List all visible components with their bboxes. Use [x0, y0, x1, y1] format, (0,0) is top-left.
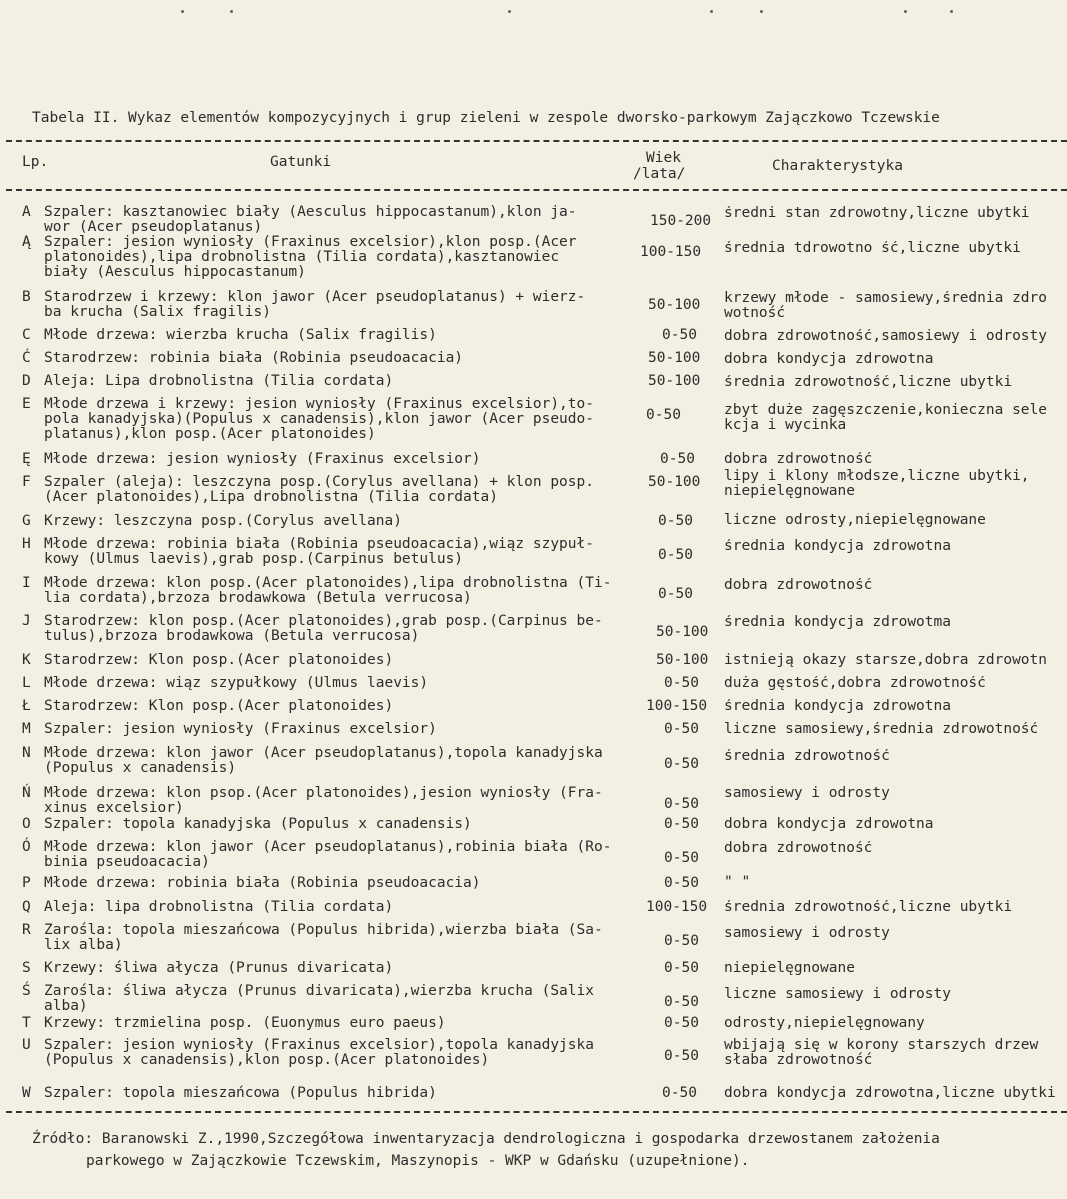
- row-gatunki: Młode drzewa: robinia biała (Robinia pseudoacacia),wiąz szypuł- kowy (Ulmus laevis),grab posp.(Carpinus betulus): [44, 536, 594, 567]
- row-charakterystyka: średnia kondycja zdrowotna: [724, 699, 951, 714]
- row-charakterystyka: duża gęstość,dobra zdrowotność: [724, 676, 986, 691]
- row-charakterystyka: odrosty,niepielęgnowany: [724, 1016, 925, 1031]
- row-gatunki: Młode drzewa: klon psop.(Acer platonoides),jesion wyniosły (Fra- xinus excelsior): [44, 785, 603, 816]
- table-title: Tabela II. Wykaz elementów kompozycyjnych i grup zieleni w zespole dworsko-parkowym Zajączkowo Tczewskie: [32, 110, 940, 126]
- header-gatunki: Gatunki: [270, 154, 332, 170]
- row-lp: Ć: [22, 350, 31, 366]
- scan-mark: [760, 10, 763, 13]
- row-gatunki: Młode drzewa: wiąz szypułkowy (Ulmus laevis): [44, 675, 429, 691]
- row-gatunki: Starodrzew: Klon posp.(Acer platonoides): [44, 652, 394, 668]
- row-gatunki: Szpaler: kasztanowiec biały (Aesculus hippocastanum),klon ja- wor (Acer pseudoplatanus): [44, 204, 577, 235]
- row-wiek: 0-50: [660, 451, 695, 467]
- row-charakterystyka: liczne odrosty,niepielęgnowane: [724, 513, 986, 528]
- row-gatunki: Szpaler: jesion wyniosły (Fraxinus excelsior),topola kanadyjska (Populus x canadensis),klon posp.(Acer platonoides): [44, 1037, 594, 1068]
- row-lp: U: [22, 1037, 31, 1053]
- row-wiek: 0-50: [664, 933, 699, 949]
- row-wiek: 0-50: [664, 675, 699, 691]
- scan-mark: [230, 10, 233, 13]
- row-wiek: 50-100: [648, 297, 701, 313]
- row-wiek: 0-50: [662, 1085, 697, 1101]
- row-wiek: 100-150: [640, 244, 702, 260]
- row-gatunki: Szpaler: topola mieszańcowa (Populus hibrida): [44, 1085, 437, 1101]
- divider-top: [6, 140, 1067, 142]
- row-gatunki: Krzewy: leszczyna posp.(Corylus avellana): [44, 513, 402, 529]
- row-wiek: 100-150: [646, 899, 708, 915]
- row-lp: B: [22, 289, 31, 305]
- row-charakterystyka: średnia zdrowotność,liczne ubytki: [724, 375, 1013, 390]
- row-lp: F: [22, 474, 31, 490]
- row-charakterystyka: " ": [724, 875, 751, 890]
- row-gatunki: Młode drzewa: robinia biała (Robinia pseudoacacia): [44, 875, 481, 891]
- row-lp: Ę: [22, 451, 31, 467]
- row-wiek: 0-50: [658, 547, 693, 563]
- row-gatunki: Młode drzewa: wierzba krucha (Salix fragilis): [44, 327, 437, 343]
- row-gatunki: Młode drzewa: klon jawor (Acer pseudoplatanus),robinia biała (Ro- binia pseudoacacia): [44, 839, 612, 870]
- row-lp: Ą: [22, 234, 31, 250]
- row-charakterystyka: dobra zdrowotność: [724, 841, 873, 856]
- row-lp: Ó: [22, 839, 31, 855]
- row-gatunki: Aleja: Lipa drobnolistna (Tilia cordata): [44, 373, 394, 389]
- row-charakterystyka: liczne samosiewy i odrosty: [724, 987, 951, 1002]
- row-charakterystyka: zbyt duże zagęszczenie,konieczna sele kcja i wycinka: [724, 403, 1048, 433]
- row-charakterystyka: średnia tdrowotno ść,liczne ubytki: [724, 241, 1021, 256]
- row-lp: I: [22, 575, 31, 591]
- row-gatunki: Aleja: lipa drobnolistna (Tilia cordata): [44, 899, 394, 915]
- row-wiek: 0-50: [664, 1048, 699, 1064]
- row-lp: C: [22, 327, 31, 343]
- row-lp: S: [22, 960, 31, 976]
- row-wiek: 150-200: [650, 213, 712, 229]
- scan-mark: [181, 10, 184, 13]
- scan-mark: [710, 10, 713, 13]
- row-lp: G: [22, 513, 31, 529]
- header-lata: /lata/: [633, 166, 686, 182]
- row-gatunki: Szpaler: jesion wyniosły (Fraxinus excelsior): [44, 721, 437, 737]
- row-wiek: 100-150: [646, 698, 708, 714]
- row-charakterystyka: dobra zdrowotność,samosiewy i odrosty: [724, 329, 1048, 344]
- row-gatunki: Starodrzew: robinia biała (Robinia pseudoacacia): [44, 350, 464, 366]
- row-lp: Q: [22, 899, 31, 915]
- scan-marks: [0, 10, 1067, 20]
- row-lp: Ń: [22, 785, 31, 801]
- source-line-2: parkowego w Zajączkowie Tczewskim, Maszynopis - WKP w Gdańsku (uzupełnione).: [86, 1153, 750, 1169]
- row-charakterystyka: średni stan zdrowotny,liczne ubytki: [724, 206, 1030, 221]
- row-charakterystyka: istnieją okazy starsze,dobra zdrowotn: [724, 653, 1048, 668]
- scan-mark: [508, 10, 511, 13]
- row-wiek: 0-50: [664, 875, 699, 891]
- row-wiek: 0-50: [664, 994, 699, 1010]
- row-lp: P: [22, 875, 31, 891]
- row-lp: R: [22, 922, 31, 938]
- row-gatunki: Szpaler: jesion wyniosły (Fraxinus excelsior),klon posp.(Acer platonoides),lipa drobnolistna (Tilia cordata),kasztanowiec biały (Aesculus hippocastanum): [44, 234, 577, 280]
- row-lp: O: [22, 816, 31, 832]
- row-wiek: 0-50: [664, 756, 699, 772]
- row-charakterystyka: dobra zdrowotność: [724, 452, 873, 467]
- header-lp: Lp.: [22, 154, 49, 170]
- row-wiek: 0-50: [664, 721, 699, 737]
- row-wiek: 0-50: [664, 1015, 699, 1031]
- row-charakterystyka: lipy i klony młodsze,liczne ubytki, niepielęgnowane: [724, 469, 1030, 499]
- row-wiek: 0-50: [662, 327, 697, 343]
- row-gatunki: Starodrzew i krzewy: klon jawor (Acer pseudoplatanus) + wierz- ba krucha (Salix fragilis): [44, 289, 586, 320]
- row-charakterystyka: średnia kondycja zdrowotma: [724, 615, 951, 630]
- row-lp: W: [22, 1085, 31, 1101]
- row-charakterystyka: średnia zdrowotność,liczne ubytki: [724, 900, 1013, 915]
- row-wiek: 0-50: [664, 960, 699, 976]
- row-charakterystyka: średnia zdrowotność: [724, 749, 890, 764]
- row-gatunki: Młode drzewa: jesion wyniosły (Fraxinus excelsior): [44, 451, 481, 467]
- header-charakterystyka: Charakterystyka: [772, 158, 903, 174]
- row-gatunki: Krzewy: trzmielina posp. (Euonymus euro paeus): [44, 1015, 446, 1031]
- row-charakterystyka: średnia kondycja zdrowotna: [724, 539, 951, 554]
- row-gatunki: Krzewy: śliwa ałycza (Prunus divaricata): [44, 960, 394, 976]
- row-lp: J: [22, 613, 31, 629]
- scan-mark: [950, 10, 953, 13]
- row-lp: Ś: [22, 983, 31, 999]
- row-gatunki: Młode drzewa: klon posp.(Acer platonoides),lipa drobnolistna (Ti- lia cordata),brzoza brodawkowa (Betula verrucosa): [44, 575, 612, 606]
- divider-header: [6, 189, 1067, 191]
- divider-bottom: [6, 1111, 1067, 1113]
- row-wiek: 0-50: [646, 407, 681, 423]
- row-charakterystyka: samosiewy i odrosty: [724, 926, 890, 941]
- row-lp: A: [22, 204, 31, 220]
- row-wiek: 50-100: [648, 474, 701, 490]
- source-note: [32, 1128, 940, 1172]
- row-wiek: 50-100: [656, 652, 709, 668]
- row-lp: Ł: [22, 698, 31, 714]
- row-gatunki: Szpaler (aleja): leszczyna posp.(Corylus avellana) + klon posp. (Acer platonoides),Lipa drobnolistna (Tilia cordata): [44, 474, 594, 505]
- row-wiek: 0-50: [658, 586, 693, 602]
- row-lp: T: [22, 1015, 31, 1031]
- row-charakterystyka: dobra zdrowotność: [724, 578, 873, 593]
- row-gatunki: Zarośla: śliwa ałycza (Prunus divaricata),wierzba krucha (Salix alba): [44, 983, 594, 1014]
- row-wiek: 0-50: [664, 816, 699, 832]
- row-gatunki: Młode drzewa i krzewy: jesion wyniosły (Fraxinus excelsior),to- pola kanadyjska)(Populus x canadensis),klon jawor (Acer pseudo- platanus),klon posp.(Acer platonoides): [44, 396, 594, 442]
- row-lp: L: [22, 675, 31, 691]
- row-gatunki: Starodrzew: klon posp.(Acer platonoides),grab posp.(Carpinus be- tulus),brzoza brodawkowa (Betula verrucosa): [44, 613, 603, 644]
- row-charakterystyka: samosiewy i odrosty: [724, 786, 890, 801]
- row-charakterystyka: dobra kondycja zdrowotna: [724, 817, 934, 832]
- row-wiek: 50-100: [656, 624, 709, 640]
- row-charakterystyka: krzewy młode - samosiewy,średnia zdro wotność: [724, 291, 1048, 321]
- row-gatunki: Starodrzew: Klon posp.(Acer platonoides): [44, 698, 394, 714]
- source-line-1: Źródło: Baranowski Z.,1990,Szczegółowa inwentaryzacja dendrologiczna i gospodarka drzewostanem założenia: [32, 1131, 940, 1147]
- row-gatunki: Szpaler: topola kanadyjska (Populus x canadensis): [44, 816, 472, 832]
- scan-mark: [904, 10, 907, 13]
- row-lp: K: [22, 652, 31, 668]
- row-lp: M: [22, 721, 31, 737]
- row-charakterystyka: dobra kondycja zdrowotna: [724, 352, 934, 367]
- row-lp: H: [22, 536, 31, 552]
- row-gatunki: Młode drzewa: klon jawor (Acer pseudoplatanus),topola kanadyjska (Populus x canadensis): [44, 745, 603, 776]
- row-lp: E: [22, 396, 31, 412]
- row-gatunki: Zarośla: topola mieszańcowa (Populus hibrida),wierzba biała (Sa- lix alba): [44, 922, 603, 953]
- row-charakterystyka: dobra kondycja zdrowotna,liczne ubytki: [724, 1086, 1056, 1101]
- row-wiek: 0-50: [658, 513, 693, 529]
- row-wiek: 0-50: [664, 850, 699, 866]
- row-lp: N: [22, 745, 31, 761]
- row-wiek: 50-100: [648, 350, 701, 366]
- row-charakterystyka: liczne samosiewy,średnia zdrowotność: [724, 722, 1039, 737]
- row-lp: D: [22, 373, 31, 389]
- header-wiek: Wiek: [646, 150, 681, 166]
- row-charakterystyka: wbijają się w korony starszych drzew słaba zdrowotność: [724, 1038, 1039, 1068]
- row-wiek: 50-100: [648, 373, 701, 389]
- row-charakterystyka: niepielęgnowane: [724, 961, 855, 976]
- row-wiek: 0-50: [664, 796, 699, 812]
